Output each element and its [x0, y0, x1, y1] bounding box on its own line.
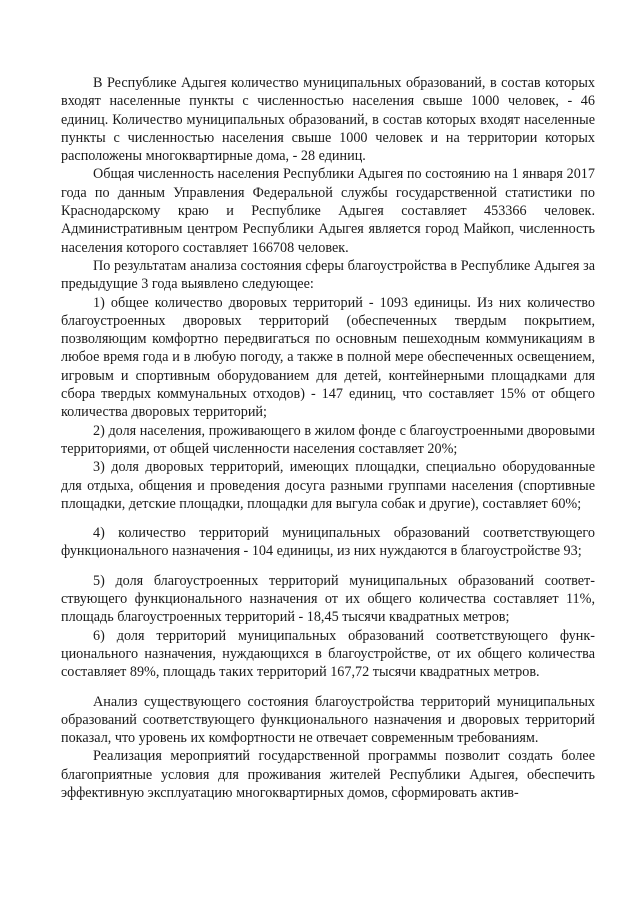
list-item-1-courtyards: 1) общее количество дворовых территорий - 1093 единицы. Из них количество благоустроенных дворовых территорий (обеспеченных твердым покрытием, позволяющим комфортно передвигаться по основным пешеходным коммуникациям в любое время года и в любую погоду, а также в полной мере обеспеченных освещением, игровым и спортивным оборудованием для детей, контейнерными площадками для сбора твердых коммунальных отходов) - 147 единиц, что составляет 15% от общего количества дворовых территорий; — [61, 294, 595, 421]
paragraph-municipal-formations: В Республике Адыгея количество муниципальных образований, в состав которых входят населенные пункты с численностью населения свыше 1000 человек, - 46 единиц. Количество муниципальных образований, в состав которых входят населенные пункты с численностью населения свыше 1000 человек и на территории которых расположены многоквартирные дома, - 28 единиц. — [61, 75, 595, 165]
list-item-5-improved-share: 5) доля благоустроенных территорий муниципальных образований соответствующего функционального назначения от их общего количества составляет 11%, площадь благоустроенных территорий - 18,45 тысячи квадратных метров; — [61, 572, 595, 626]
paragraph-program-implementation: Реализация мероприятий государственной программы позволит создать более благоприятные условия для проживания жителей Республики Адыгея, обеспечить эффективную эксплуатацию многоквартирных домов, сформировать актив- — [61, 748, 595, 801]
paragraph-comfort-analysis: Анализ существующего состояния благоустройства территорий муниципальных образований соответствующего функционального назначения и дворовых территорий показал, что уровень их комфортности не отвечает современным требованиям. — [61, 693, 595, 747]
paragraph-analysis-intro: По результатам анализа состояния сферы благоустройства в Республике Адыгея за предыдущие 3 года выявлено следующее: — [61, 257, 595, 293]
list-item-3-playgrounds: 3) доля дворовых территорий, имеющих площадки, специально оборудованные для отдыха, общения и проведения досуга разными группами населения (спортивные площадки, детские площадки, площадки для выгула собак и другие), составляет 60%; — [61, 459, 595, 512]
document-body — [61, 74, 595, 802]
list-item-6-unimproved-share: 6) доля территорий муниципальных образований соответствующего функционального назначения, нуждающихся в благоустройстве, от их общего количества составляет 89%, площадь таких территорий 167,72 тысячи квадратных метров. — [61, 627, 595, 681]
list-item-2-population-share: 2) доля населения, проживающего в жилом фонде с благоустроенными дворовыми территориями, от общей численности населения составляет 20%; — [61, 422, 595, 457]
paragraph-population: Общая численность населения Республики Адыгея по состоянию на 1 января 2017 года по данным Управления Федеральной службы государственной статистики по Краснодарскому краю и Республике Адыгея составляет 453366 человек. Административным центром Республики Адыгея является город Майкоп, численность населения которого составляет 166708 человек. — [61, 166, 595, 256]
list-item-4-territories-count: 4) количество территорий муниципальных образований соответствующего функционального назначения - 104 единицы, из них нуждаются в благоустройстве 93; — [61, 525, 595, 560]
